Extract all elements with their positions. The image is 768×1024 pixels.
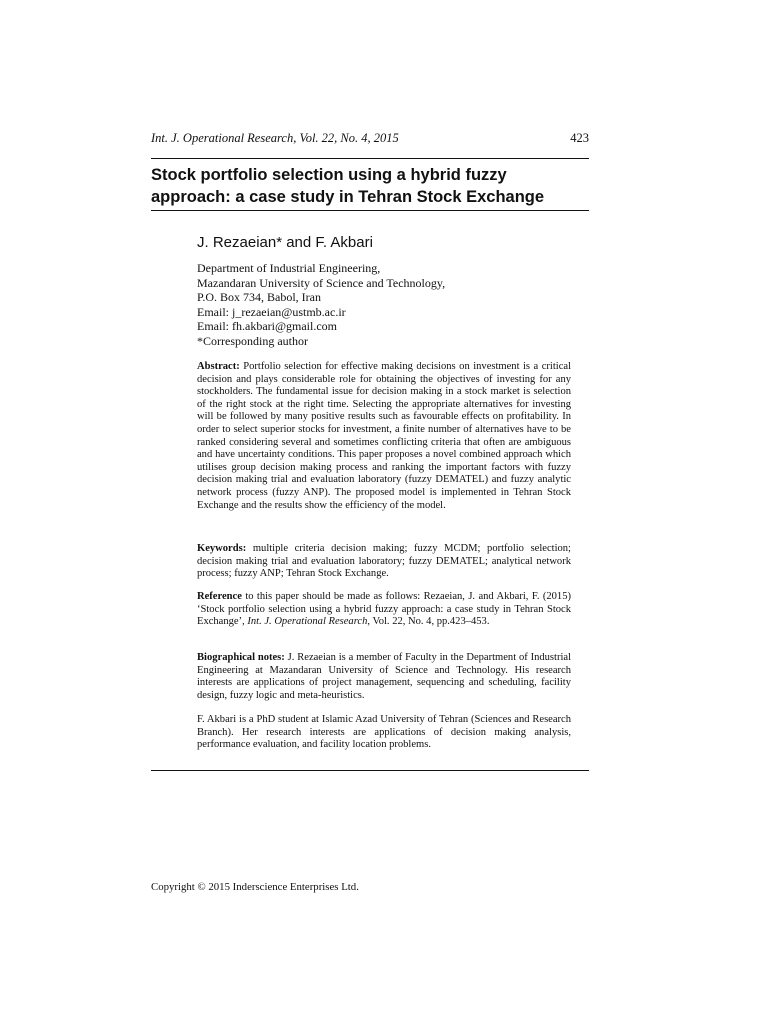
journal-reference: Int. J. Operational Research, Vol. 22, No. 4, 2015 [151, 131, 399, 145]
affiliation-email-2: Email: fh.akbari@gmail.com [197, 319, 338, 334]
running-head [151, 130, 589, 146]
reference-text: to this paper should be made as follows: Rezaeian, J. and Akbari, F. (2015) ‘Stock portfolio selection using a hybrid fuzzy approach: a case study in Tehran Stock Exchange’, [197, 591, 571, 628]
title-rule [151, 210, 589, 211]
abstract [197, 361, 571, 512]
affiliation-email-1: Email: j_rezaeian@ustmb.ac.ir [197, 304, 346, 319]
reference-journal: Int. J. Operational Research [247, 616, 368, 628]
reference [197, 591, 571, 629]
keywords-text: multiple criteria decision making; fuzzy MCDM; portfolio selection; decision making trial and evaluation laboratory; fuzzy DEMATEL; analytical network process; fuzzy ANP; Tehran Stock Exchange. [197, 543, 571, 580]
paper-title: Stock portfolio selection using a hybrid fuzzy approach: a case study in Tehran Stock Exchange [151, 166, 545, 206]
affiliation-block [197, 261, 577, 349]
keywords-label: Keywords: [197, 543, 247, 554]
reference-label: Reference [197, 591, 242, 602]
bottom-rule [151, 770, 589, 771]
affiliation-address: P.O. Box 734, Babol, Iran [197, 290, 321, 305]
biographical-notes [197, 652, 571, 702]
keywords [197, 543, 571, 581]
bio-rezaeian: J. Rezaeian is a member of Faculty in the Department of Industrial Engineering at Mazandaran University of Science and Technology. His research interests are applications of project management, sequencing and scheduling, facility design, fuzzy logic and meta-heuristics. [197, 652, 571, 701]
author-names: J. Rezaeian* and F. Akbari [197, 234, 373, 251]
copyright-notice: Copyright © 2015 Inderscience Enterprises Ltd. [151, 881, 359, 893]
page-number: 423 [570, 131, 589, 145]
reference-volume: , Vol. 22, No. 4, pp.423–453. [367, 616, 490, 628]
affiliation-department: Department of Industrial Engineering, [197, 261, 381, 275]
bio-label: Biographical notes: [197, 652, 285, 663]
abstract-text: Portfolio selection for effective making decisions on investment is a critical decision and plays considerable role for obtaining the objectives of investing for any stockholders. The fundamental issue for decision making in a stock market is selection of the right stock at the right time. Selecting the appropriate alternatives for investing will be followed by many positive results such as favourable effects on profitability. In order to select superior stocks for investment, a finite number of alternatives have to be ranked considering several and sometimes conflicting criteria that often are ambiguous and have uncertainty conditions. This paper proposes a novel combined approach which utilises group decision making process and ranking the important factors with fuzzy decision making trial and evaluation laboratory (fuzzy DEMATEL) and fuzzy analytic network process (fuzzy ANP). The proposed model is implemented in Tehran Stock Exchange and the results show the efficiency of the model. [197, 361, 571, 511]
abstract-label: Abstract: [197, 361, 240, 372]
top-rule [151, 158, 589, 159]
bio-akbari: F. Akbari is a PhD student at Islamic Azad University of Tehran (Sciences and Research Branch). Her research interests are applications of decision making analysis, performance evaluation, and facility location problems. [197, 714, 571, 751]
corresponding-author-note: *Corresponding author [197, 333, 308, 348]
affiliation-university: Mazandaran University of Science and Technology, [197, 275, 446, 290]
